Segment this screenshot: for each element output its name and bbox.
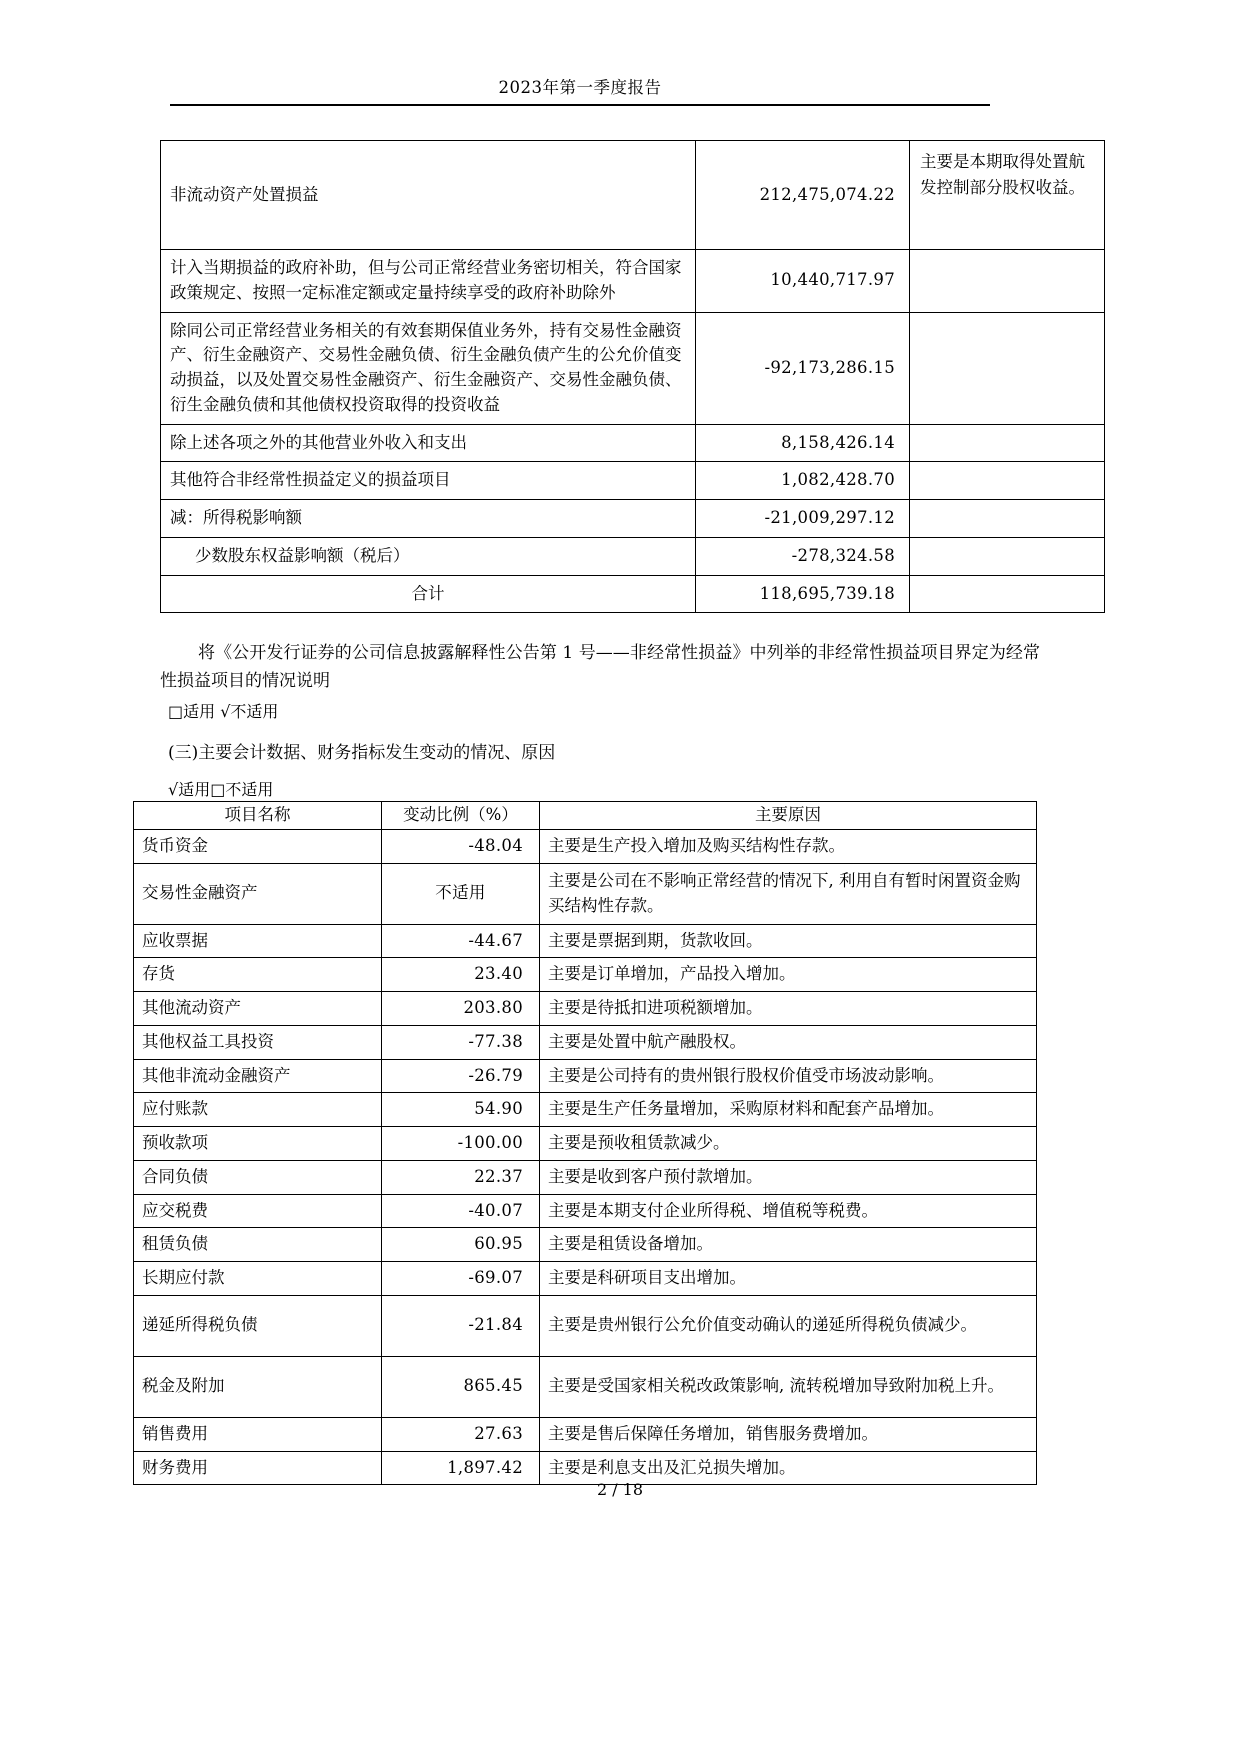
indicator-reason: 主要是订单增加，产品投入增加。 [540,958,1037,992]
indicator-pct: -48.04 [382,829,540,863]
item-label: 除同公司正常经营业务相关的有效套期保值业务外，持有交易性金融资产、衍生金融资产、交易性金融负债、衍生金融负债产生的公允价值变动损益，以及处置交易性金融资产、衍生金融资产、交易性金融负债、衍生金融负债和其他债权投资取得的投资收益 [161,312,696,424]
indicator-pct: 不适用 [382,863,540,924]
table-row [161,250,1105,313]
item-label: 减：所得税影响额 [161,500,696,538]
indicator-name: 应收票据 [134,924,382,958]
item-value: -21,009,297.12 [696,500,910,538]
indicator-name: 应付账款 [134,1093,382,1127]
table-row [134,924,1037,958]
table-row [134,1093,1037,1127]
table-row [161,312,1105,424]
column-header-reason: 主要原因 [540,802,1037,830]
table-row [134,1262,1037,1296]
item-value: -278,324.58 [696,537,910,575]
indicator-name: 长期应付款 [134,1262,382,1296]
indicator-name: 租赁负债 [134,1228,382,1262]
column-header-pct: 变动比例（%） [382,802,540,830]
item-label: 计入当期损益的政府补助，但与公司正常经营业务密切相关，符合国家政策规定、按照一定标准定额或定量持续享受的政府补助除外 [161,250,696,313]
item-label: 除上述各项之外的其他营业外收入和支出 [161,424,696,462]
indicator-pct: 54.90 [382,1093,540,1127]
indicator-name: 货币资金 [134,829,382,863]
indicator-changes-table [133,801,1037,1485]
item-value: 8,158,426.14 [696,424,910,462]
indicator-name: 销售费用 [134,1417,382,1451]
indicator-pct: -26.79 [382,1059,540,1093]
indicator-pct: 1,897.42 [382,1451,540,1485]
indicator-pct: 22.37 [382,1160,540,1194]
indicator-reason: 主要是收到客户预付款增加。 [540,1160,1037,1194]
item-note: 主要是本期取得处置航发控制部分股权收益。 [910,141,1105,250]
indicator-reason: 主要是待抵扣进项税额增加。 [540,992,1037,1026]
explanation-paragraph: 将《公开发行证券的公司信息披露解释性公告第 1 号——非经常性损益》中列举的非经常性损益项目界定为经常性损益项目的情况说明 [160,643,1040,691]
table-row [134,958,1037,992]
indicator-pct: -69.07 [382,1262,540,1296]
table-row [161,141,1105,250]
indicator-reason: 主要是科研项目支出增加。 [540,1262,1037,1296]
indicator-reason: 主要是生产任务量增加，采购原材料和配套产品增加。 [540,1093,1037,1127]
table-row [134,1295,1037,1356]
item-label: 其他符合非经常性损益定义的损益项目 [161,462,696,500]
indicator-changes-body [134,829,1037,1485]
table-row-total [161,575,1105,613]
indicator-pct: 27.63 [382,1417,540,1451]
table-row [134,1356,1037,1417]
table-row [161,537,1105,575]
indicator-name: 合同负债 [134,1160,382,1194]
table-row [134,1127,1037,1161]
indicator-pct: -77.38 [382,1025,540,1059]
table-row [134,863,1037,924]
item-note [910,500,1105,538]
page-footer [0,1480,1240,1499]
indicator-name: 其他权益工具投资 [134,1025,382,1059]
indicator-name: 交易性金融资产 [134,863,382,924]
indicator-pct: -40.07 [382,1194,540,1228]
indicator-reason: 主要是租赁设备增加。 [540,1228,1037,1262]
applicability-line-1: □适用 √不适用 [168,702,279,721]
table-row [134,1160,1037,1194]
indicator-name: 递延所得税负债 [134,1295,382,1356]
report-title: 2023年第一季度报告 [498,78,662,97]
section-heading: (三)主要会计数据、财务指标发生变动的情况、原因 [168,743,556,763]
indicator-pct: 23.40 [382,958,540,992]
table-header-row [134,802,1037,830]
non-recurring-items-table [160,140,1105,613]
total-label: 合计 [161,575,696,613]
table-row [134,829,1037,863]
table-row [134,1025,1037,1059]
total-note [910,575,1105,613]
indicator-reason: 主要是利息支出及汇兑损失增加。 [540,1451,1037,1485]
item-note [910,312,1105,424]
table-row [134,992,1037,1026]
header-divider [170,104,990,106]
indicator-reason: 主要是售后保障任务增加，销售服务费增加。 [540,1417,1037,1451]
indicator-reason: 主要是生产投入增加及购买结构性存款。 [540,829,1037,863]
indicator-name: 财务费用 [134,1451,382,1485]
page-header [170,78,990,98]
item-value: -92,173,286.15 [696,312,910,424]
column-header-item: 项目名称 [134,802,382,830]
item-note [910,424,1105,462]
indicator-reason: 主要是公司持有的贵州银行股权价值受市场波动影响。 [540,1059,1037,1093]
indicator-reason: 主要是受国家相关税改政策影响, 流转税增加导致附加税上升。 [540,1356,1037,1417]
indicator-name: 其他非流动金融资产 [134,1059,382,1093]
indicator-reason: 主要是公司在不影响正常经营的情况下, 利用自有暂时闲置资金购买结构性存款。 [540,863,1037,924]
indicator-pct: -100.00 [382,1127,540,1161]
indicator-reason: 主要是本期支付企业所得税、增值税等税费。 [540,1194,1037,1228]
table-row [134,1059,1037,1093]
item-note [910,250,1105,313]
item-label: 非流动资产处置损益 [161,141,696,250]
table-row [161,500,1105,538]
table-row [134,1417,1037,1451]
indicator-name: 预收款项 [134,1127,382,1161]
indicator-reason: 主要是贵州银行公允价值变动确认的递延所得税负债减少。 [540,1295,1037,1356]
indicator-reason: 主要是处置中航产融股权。 [540,1025,1037,1059]
applicability-line-2: √适用□不适用 [168,780,274,799]
item-value: 10,440,717.97 [696,250,910,313]
item-label: 少数股东权益影响额（税后） [161,537,696,575]
indicator-name: 应交税费 [134,1194,382,1228]
indicator-pct: -44.67 [382,924,540,958]
indicator-reason: 主要是票据到期，货款收回。 [540,924,1037,958]
indicator-pct: 865.45 [382,1356,540,1417]
total-value: 118,695,739.18 [696,575,910,613]
indicator-reason: 主要是预收租赁款减少。 [540,1127,1037,1161]
indicator-name: 其他流动资产 [134,992,382,1026]
item-note [910,537,1105,575]
indicator-name: 存货 [134,958,382,992]
table-row [134,1228,1037,1262]
indicator-changes-head [134,802,1037,830]
item-value: 1,082,428.70 [696,462,910,500]
non-recurring-items-body [161,141,1105,613]
item-value: 212,475,074.22 [696,141,910,250]
indicator-name: 税金及附加 [134,1356,382,1417]
table-row [161,462,1105,500]
indicator-pct: -21.84 [382,1295,540,1356]
item-note [910,462,1105,500]
indicator-pct: 60.95 [382,1228,540,1262]
indicator-pct: 203.80 [382,992,540,1026]
page-number: 2 / 18 [596,1480,644,1499]
table-row [134,1194,1037,1228]
table-row [161,424,1105,462]
